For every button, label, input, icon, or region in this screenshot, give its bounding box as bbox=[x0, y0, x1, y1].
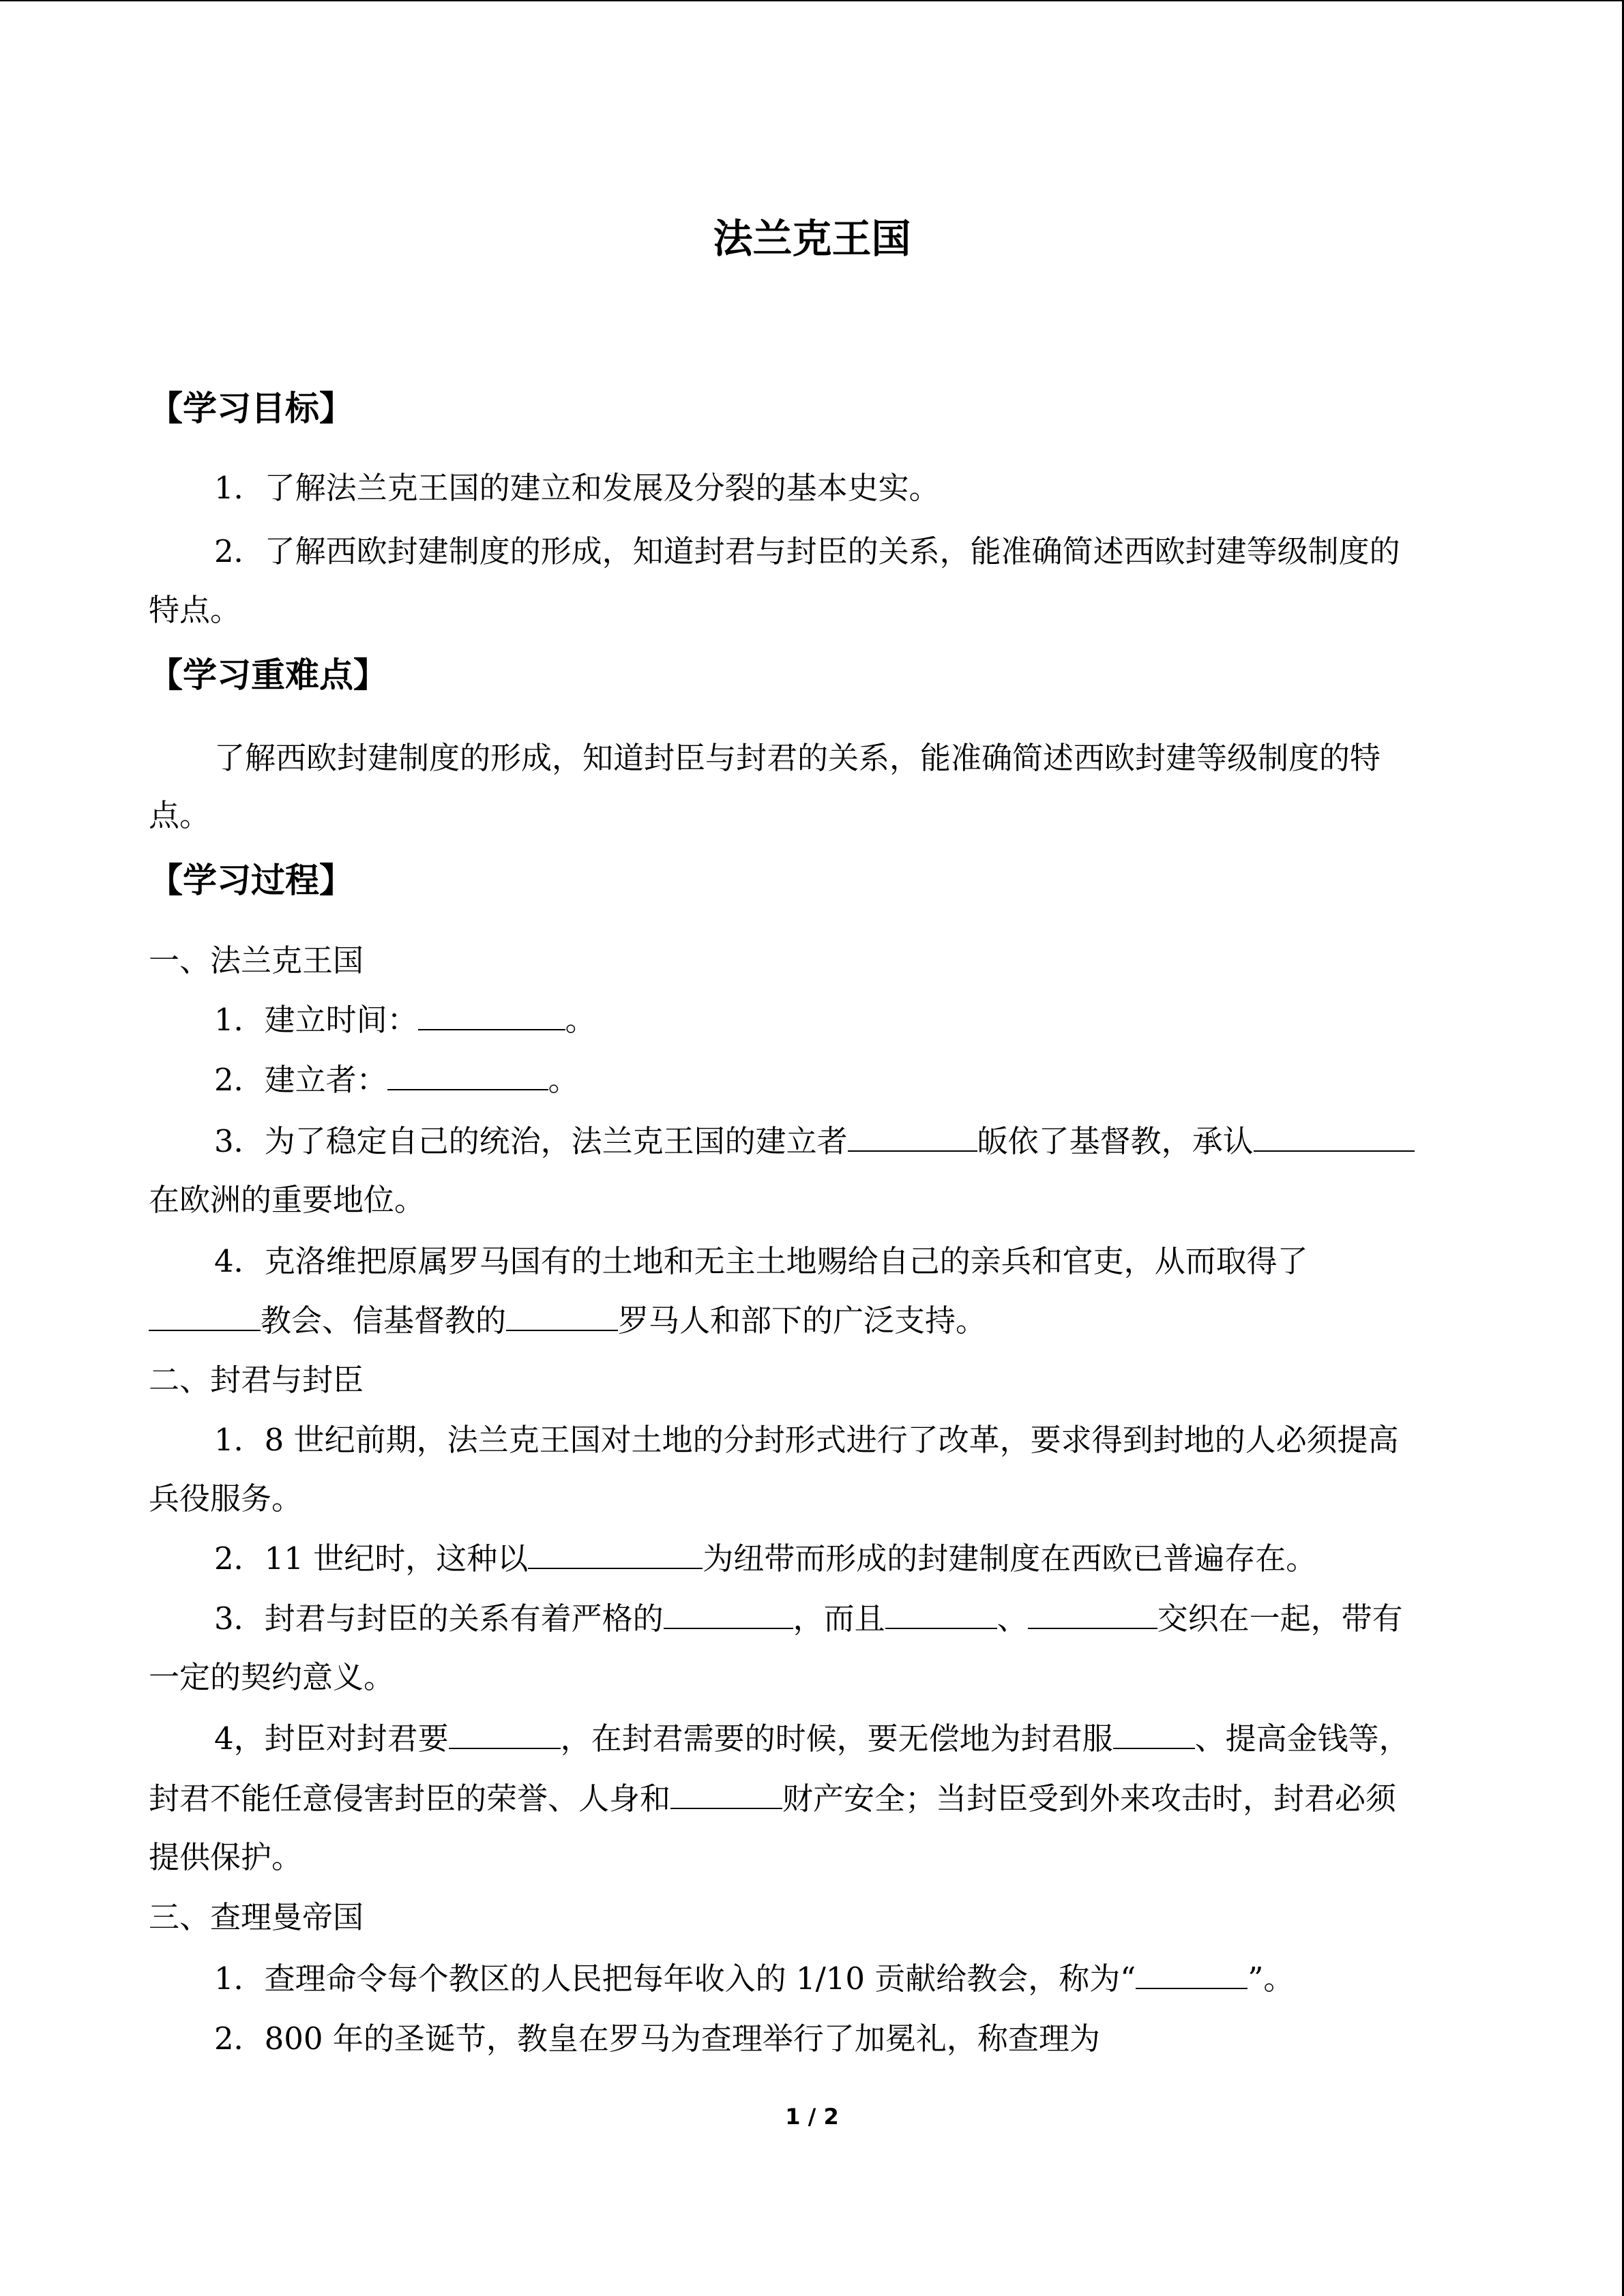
part2-q4: 4，封臣对封君要 ，在封君需要的时候，要无偿地为封君服 、提高金钱等， bbox=[214, 1720, 1410, 1757]
top-border bbox=[0, 0, 1624, 1]
part1-title: 一、法兰克王国 bbox=[149, 942, 364, 979]
answer-blank[interactable] bbox=[1113, 1720, 1195, 1749]
answer-blank[interactable] bbox=[506, 1302, 618, 1331]
answer-blank[interactable] bbox=[670, 1780, 782, 1809]
answer-blank[interactable] bbox=[387, 1062, 548, 1090]
answer-blank[interactable] bbox=[1254, 1123, 1415, 1152]
answer-blank[interactable] bbox=[848, 1123, 977, 1152]
part2-q3: 3．封君与封臣的关系有着严格的 ，而且 、 交织在一起，带有 bbox=[214, 1600, 1403, 1637]
answer-blank[interactable] bbox=[1136, 1960, 1247, 1989]
key-points-line-2: 点。 bbox=[149, 797, 211, 833]
part2-q1-cont: 兵役服务。 bbox=[149, 1480, 303, 1517]
part3-q1: 1．查理命令每个教区的人民把每年收入的 1/10 贡献给教会，称为“ ”。 bbox=[214, 1960, 1295, 1997]
part2-title: 二、封君与封臣 bbox=[149, 1362, 364, 1398]
goal-item-2-cont: 特点。 bbox=[149, 592, 241, 628]
answer-blank[interactable] bbox=[664, 1600, 793, 1629]
part1-q4: 4．克洛维把原属罗马国有的土地和无主土地赐给自己的亲兵和官吏，从而取得了 bbox=[214, 1243, 1308, 1279]
part3-title: 三、查理曼帝国 bbox=[149, 1899, 364, 1935]
answer-blank[interactable] bbox=[418, 1002, 565, 1030]
answer-blank[interactable] bbox=[885, 1600, 997, 1629]
part2-q2: 2．11 世纪时，这种以 为纽带而形成的封建制度在西欧已普遍存在。 bbox=[214, 1540, 1317, 1577]
part2-q1: 1．8 世纪前期，法兰克王国对土地的分封形式进行了改革，要求得到封地的人必须提高 bbox=[214, 1422, 1399, 1458]
part1-q3: 3．为了稳定自己的统治，法兰克王国的建立者 皈依了基督教，承认 bbox=[149, 1112, 1475, 1172]
part1-q3-cont: 在欧洲的重要地位。 bbox=[149, 1182, 426, 1218]
heading-key-points: 【学习重难点】 bbox=[149, 655, 387, 695]
part3-q2: 2．800 年的圣诞节，教皇在罗马为查理举行了加冕礼，称查理为 bbox=[214, 2021, 1100, 2057]
goal-item-1: 1．了解法兰克王国的建立和发展及分裂的基本史实。 bbox=[214, 470, 940, 506]
heading-learning-process: 【学习过程】 bbox=[149, 861, 353, 900]
page-title: 法兰克王国 bbox=[713, 215, 911, 262]
heading-learning-goals: 【学习目标】 bbox=[149, 389, 353, 428]
key-points-line-1: 了解西欧封建制度的形成，知道封臣与封君的关系，能准确简述西欧封建等级制度的特 bbox=[214, 740, 1381, 776]
part2-q4-cont: 封君不能任意侵害封臣的荣誉、人身和 财产安全；当封臣受到外来攻击时，封君必须 bbox=[149, 1780, 1397, 1817]
part2-q3-cont: 一定的契约意义。 bbox=[149, 1659, 395, 1695]
part1-q2: 2．建立者： 。 bbox=[214, 1062, 579, 1098]
answer-blank[interactable] bbox=[528, 1540, 703, 1569]
part1-q4-cont: 教会、信基督教的 罗马人和部下的广泛支持。 bbox=[149, 1291, 1475, 1351]
page-number: 1 / 2 bbox=[785, 2104, 839, 2130]
part1-q1: 1．建立时间： 。 bbox=[214, 1002, 596, 1038]
answer-blank[interactable] bbox=[1028, 1600, 1157, 1629]
answer-blank[interactable] bbox=[149, 1302, 261, 1331]
part2-q4-cont2: 提供保护。 bbox=[149, 1839, 303, 1875]
answer-blank[interactable] bbox=[449, 1720, 561, 1749]
goal-item-2: 2．了解西欧封建制度的形成，知道封君与封臣的关系，能准确简述西欧封建等级制度的 bbox=[214, 533, 1400, 569]
